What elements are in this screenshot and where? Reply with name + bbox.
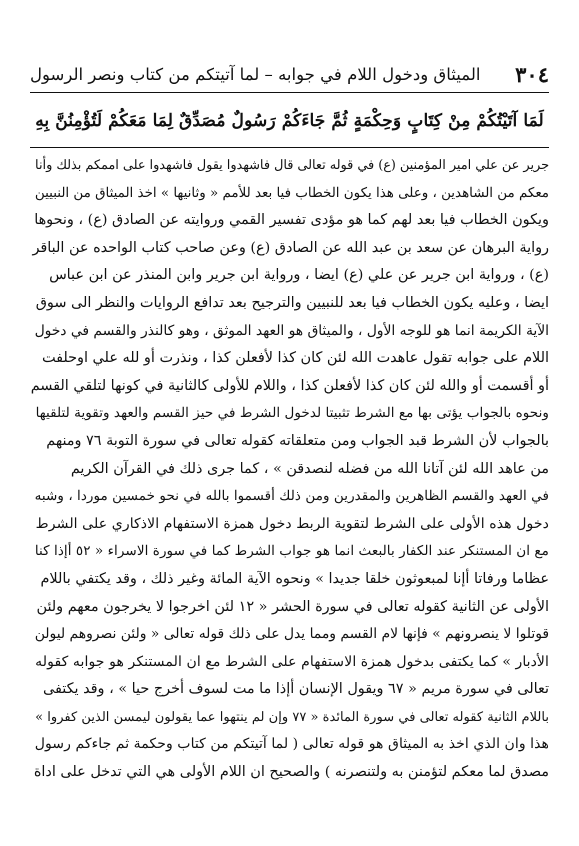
text-line: الأولى عن الثانية كقوله تعالى في سورة الحشر « ١٢ لئن اخرجوا لا يخرجون معهم ولئن [36, 598, 549, 615]
text-line: باللام الثانية كقوله تعالى في سورة المائدة « ٧٧ وإن لم ينتهوا عما يقولون ليمسن الذين كفروا » [35, 709, 549, 725]
text-line: تعالى في سورة مريم « ٦٧ ويقول الإنسان أإذا ما مت لسوف أخرج حيا » ، وقد يكتفى [42, 681, 549, 698]
text-line: الأدبار » كما يكتفى بدخول همزة الاستفهام على الشرط مع ان المستنكر هو جوابه كقوله [35, 653, 549, 670]
text-line: في العهد والقسم الظاهرين والمقدرين ومن ذلك أقسموا بالله في نحو خمسين موردا ، وشبه [34, 488, 549, 505]
text-line: (ع) ، ورواية ابن جرير عن علي (ع) ايضا ، ورواية ابن جرير وابن المنذر عن ابن عباس [49, 267, 549, 284]
text-line: رواية البرهان عن سعد بن عبد الله عن الصادق (ع) وعن صاحب كتاب الواحده عن الباقر [32, 239, 549, 256]
verse-rule [30, 147, 549, 148]
text-line: ونحوه بالجواب يؤتى بها مع الشرط تثبيتا لدخول الشرط في حيز القسم والعهد وتقوية لتلقيها [35, 405, 549, 422]
text-line: بالجواب لأن الشرط قبد الجواب ومن متعلقاته كقوله تعالى في سورة التوبة ٧٦ ومنهم [46, 432, 549, 449]
text-line: مع ان المستنكر عند الكفار بالبعث انما هو جواب الشرط كما في سورة الاسراء « ٥٢ أإذا كنا [34, 543, 549, 560]
text-line: عظاما ورفاتا أإنا لمبعوثون خلقا جديدا » ونحوه الآية المائة وغير ذلك ، وقد يكتفي باللام [40, 570, 549, 587]
running-title: الميثاق ودخول اللام في جوابه – لما آتيتكم من كتاب ونصر الرسول [30, 64, 481, 84]
text-line: مصدق لما معكم لتؤمنن به ولتنصرنه ) والصحيح ان اللام الأولى هي التي تدخل على اداة [33, 764, 549, 781]
text-line: دخول هذه الأولى على الشرط لتقوية الربط دخول همزة الاستفهام الاذكاري على الشرط [35, 515, 549, 532]
quranic-verse: لَمَا آتَيْتُكُمْ مِنْ كِتَابٍ وَحِكْمَةٍ ثُمَّ جَاءَكُمْ رَسُولٌ مُصَدِّقٌ لِمَا مَعَكُمْ لَتُؤْمِنُنَّ بِهِ [35, 111, 544, 131]
text-line: هذا وان الذي اخذ به الميثاق هو قوله تعالى ( لما آتيتكم من كتاب وحكمة ثم جاءكم رسول [34, 736, 549, 753]
text-line: اللام على جوابه تقول عاهدت الله لئن كان كذا لأفعلن كذا ، ونذرت أو لله علي اوحلفت [41, 350, 549, 367]
text-line: معكم من الشاهدين ، وعلى هذا يكون الخطاب فيا بعد للأمم « وثانيها » اخذ الميثاق من النبيين [34, 185, 549, 201]
header-rule [30, 92, 549, 93]
text-line: أو أقسمت أو والله لئن كان كذا لأفعلن كذا ، واللام للأولى كالثانية في كونها لتلقي القسم [30, 377, 549, 394]
text-line: ايضا ، وعليه يكون الخطاب فيا بعد للنبيين والترجيح بعد تدافع الروايات والنظر الى سوق [35, 294, 549, 311]
text-line: من عاهد الله لئن آتانا الله من فضله لنصدقن » ، كما جرى ذلك في القرآن الكريم [70, 460, 549, 477]
page-header [30, 58, 549, 90]
page-number: ٣٠٤ [515, 61, 549, 87]
text-line: قوتلوا لا ينصرونهم » فإنها لام القسم ومما يدل على ذلك قوله تعالى « ولئن نصروهم ليولن [34, 626, 549, 643]
text-line: جرير عن علي امير المؤمنين (ع) في قوله تعالى قال فاشهدوا يقول فاشهدوا على اممكم بذلك وأنا [35, 158, 549, 173]
text-line: ويكون الخطاب فيا بعد لهم كما هو مؤدى تفسير القمي وروايته عن الصادق (ع) ، ونحوها [34, 212, 549, 229]
text-line: الآية الكريمة انما هو للوجه الأول ، والميثاق هو العهد الموثق ، وهو كالنذر والقسم في دخول [34, 322, 549, 339]
body-text [30, 152, 549, 787]
